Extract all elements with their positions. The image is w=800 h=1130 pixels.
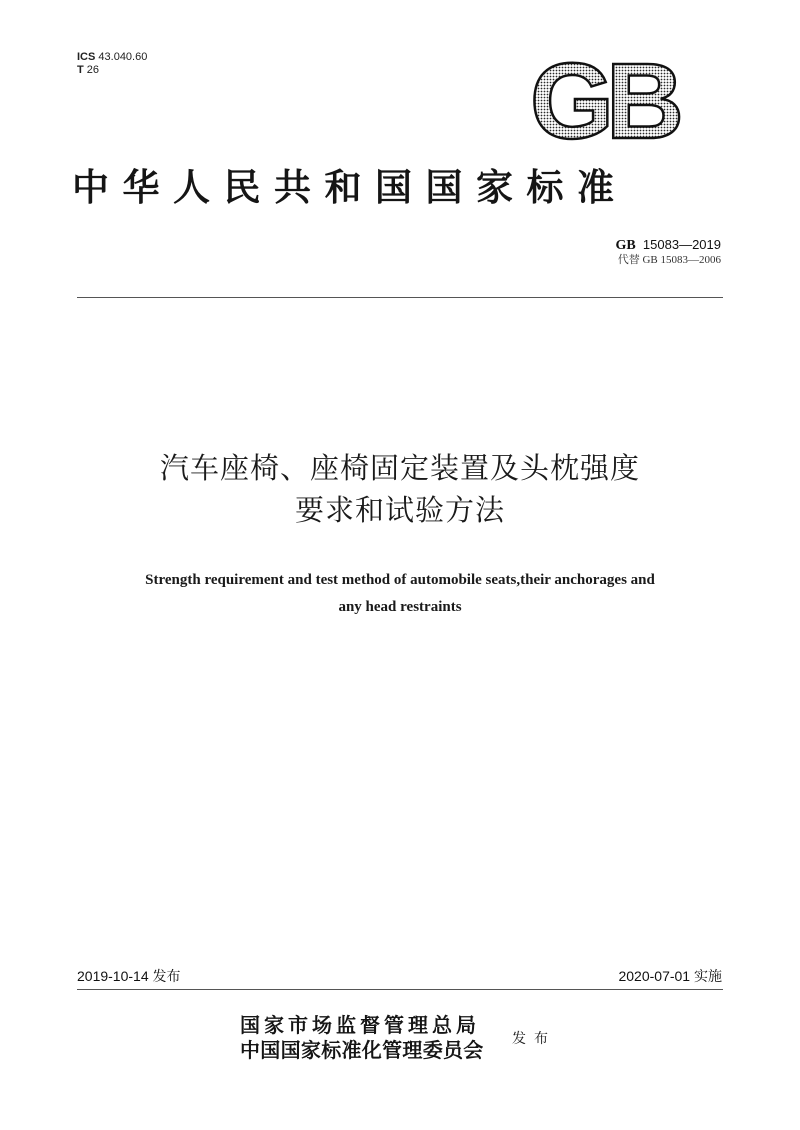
issuer-samr: 国家市场监督管理总局 — [240, 1013, 480, 1037]
issue-date: 2019-10-14 发布 — [77, 968, 181, 984]
ics-label: ICS — [77, 51, 96, 63]
standard-number-line — [615, 237, 721, 253]
org-title: 中华人民共和国国家标准 — [72, 165, 628, 209]
ccs-value: 26 — [86, 64, 100, 76]
title-english-line2: any head restraints — [338, 599, 462, 615]
ccs-label: T — [77, 64, 84, 76]
bottom-divider — [77, 989, 723, 990]
title-chinese-line1: 汽车座椅、座椅固定装置及头枕强度 — [159, 451, 640, 485]
standard-code-block — [615, 237, 721, 267]
title-chinese — [0, 447, 800, 531]
standard-number: 15083—2019 — [642, 237, 721, 252]
title-chinese-line2: 要求和试验方法 — [294, 493, 505, 527]
issuing-authorities — [240, 1013, 484, 1063]
classification-block — [77, 51, 147, 77]
title-english — [70, 567, 730, 621]
gb-logo-text: GB — [530, 60, 676, 144]
title-english-line1: Strength requirement and test method of automobile seats,their anchorages and — [145, 572, 655, 588]
gb-logo — [522, 60, 684, 144]
implementation-date: 2020-07-01 实施 — [618, 968, 722, 984]
ics-line — [77, 51, 147, 64]
replaces-line: 代替 GB 15083—2006 — [617, 254, 721, 266]
ics-value: 43.040.60 — [98, 51, 148, 63]
ccs-line — [77, 64, 147, 77]
standard-prefix: GB — [615, 238, 636, 253]
publish-label: 发布 — [512, 1031, 556, 1047]
top-divider — [77, 297, 723, 298]
issuer-sac: 中国国家标准化管理委员会 — [240, 1038, 484, 1062]
